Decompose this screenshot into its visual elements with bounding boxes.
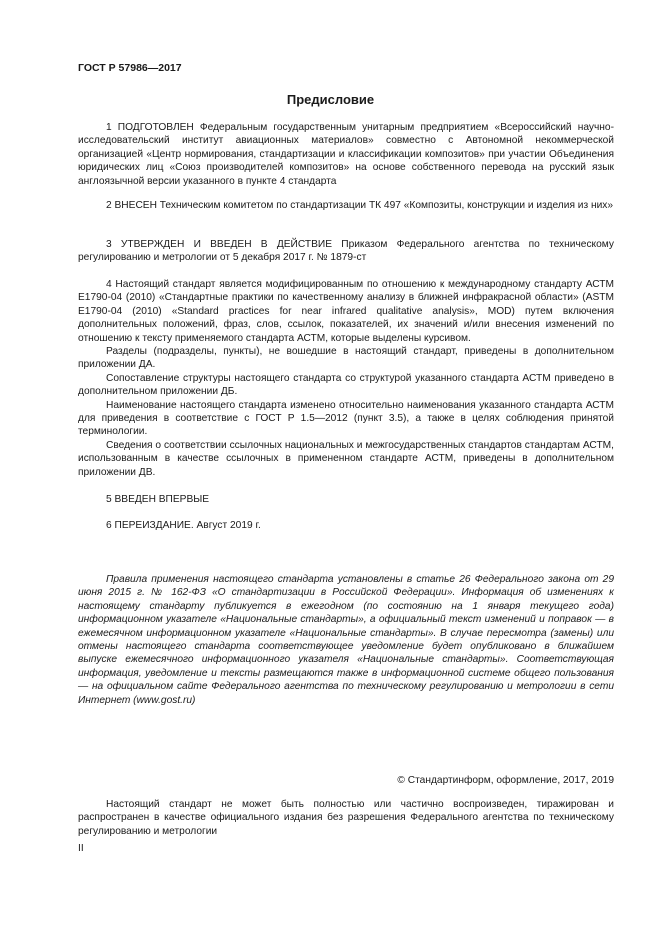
item-5-block	[78, 493, 614, 506]
item-5-first-introduced: 5 ВВЕДЕН ВПЕРВЫЕ	[106, 494, 210, 505]
item-2-block	[78, 199, 614, 212]
copyright-line: © Стандартинформ, оформление, 2017, 2019	[397, 775, 614, 786]
item-3-block	[78, 238, 614, 265]
item-6-block	[78, 519, 614, 532]
item-1-prepared: 1 ПОДГОТОВЛЕН Федеральным государственным унитарным предприятием «Всероссийский научно-исследовательский институт авиационных материалов» совместно с Автономной некоммерческой организацией «Центр нормирования, стандартизации и классификации композитов» при участии Объединения юридических лиц «Союз производителей композитов» на основе собственного перевода на русский язык англоязычной версии указанного в пункте 4 стандарта	[78, 122, 614, 187]
reproduction-note-block	[78, 798, 614, 838]
item-4-annex-db: Сопоставление структуры настоящего стандарта со структурой указанного стандарта АСТМ приведено в дополнительном приложении ДБ.	[78, 372, 614, 398]
item-6-reissue: 6 ПЕРЕИЗДАНИЕ. Август 2019 г.	[106, 520, 261, 531]
section-title: Предисловие	[286, 92, 375, 107]
application-rules-notice: Правила применения настоящего стандарта установлены в статье 26 Федерального закона от 29 июня 2015 г. № 162-ФЗ «О стандартизации в Российской Федерации». Информация об изменениях к настоящему стандарту публикуется в ежегодном (по состоянию на 1 января текущего года) информационном указателе «Национальные стандарты», а официальный текст изменений и поправок — в ежемесячном информационном указателе «Национальные стандарты». В случае пересмотра (замены) или отмены настоящего стандарта соответствующее уведомление будет опубликовано в ближайшем выпуске ежемесячного информационного указателя «Национальные стандарты». Соответствующая информация, уведомление и тексты размещаются также в информационной системе общего пользования — на официальном сайте Федерального агентства по техническому регулированию и метрологии в сети Интернет (www.gost.ru)	[78, 574, 614, 706]
item-4-annex-dv: Сведения о соответствии ссылочных национальных и межгосударственных стандартов стандартам АСТМ, использованным в качестве ссылочных в примененном стандарте АСТМ, приведены в дополнительном приложении ДВ.	[78, 439, 614, 478]
item-2-introduced: 2 ВНЕСЕН Техническим комитетом по стандартизации ТК 497 «Композиты, конструкции и изделия из них»	[106, 200, 614, 211]
item-4-annex-da: Разделы (подразделы, пункты), не вошедшие в настоящий стандарт, приведены в дополнительном приложении ДА.	[78, 346, 614, 371]
item-4-title-change: Наименование настоящего стандарта изменено относительно наименования указанного стандарта АСТМ для приведения в соответствие с ГОСТ Р 1.5—2012 (пункт 3.5), а также в целях соблюдения принятой терминологии.	[78, 399, 614, 438]
notice-block	[78, 573, 614, 707]
page-number: II	[78, 843, 84, 854]
item-3-approved: 3 УТВЕРЖДЕН И ВВЕДЕН В ДЕЙСТВИЕ Приказом Федерального агентства по техническому регулированию и метрологии от 5 декабря 2017 г. № 1879-ст	[78, 239, 614, 264]
item-4-modification: 4 Настоящий стандарт является модифицированным по отношению к международному стандарту АСТМ Е1790-04 (2010) «Стандартные практики по качественному анализу в ближней инфракрасной области» (ASTM E1790-04 (2010) «Standard practices for near infrared qualitative analysis», MOD) путем включения дополнительных положений, фраз, слов, ссылок, показателей, их значений и/или внесения изменений по отношению к тексту применяемого стандарта АСТМ, которые выделены курсивом.	[78, 279, 614, 344]
item-1-block	[78, 121, 614, 188]
item-4-block	[78, 278, 614, 479]
reproduction-note: Настоящий стандарт не может быть полностью или частично воспроизведен, тиражирован и распространен в качестве официального издания без разрешения Федерального агентства по техническому регулированию и метрологии	[78, 799, 614, 837]
document-code: ГОСТ Р 57986—2017	[78, 62, 182, 74]
